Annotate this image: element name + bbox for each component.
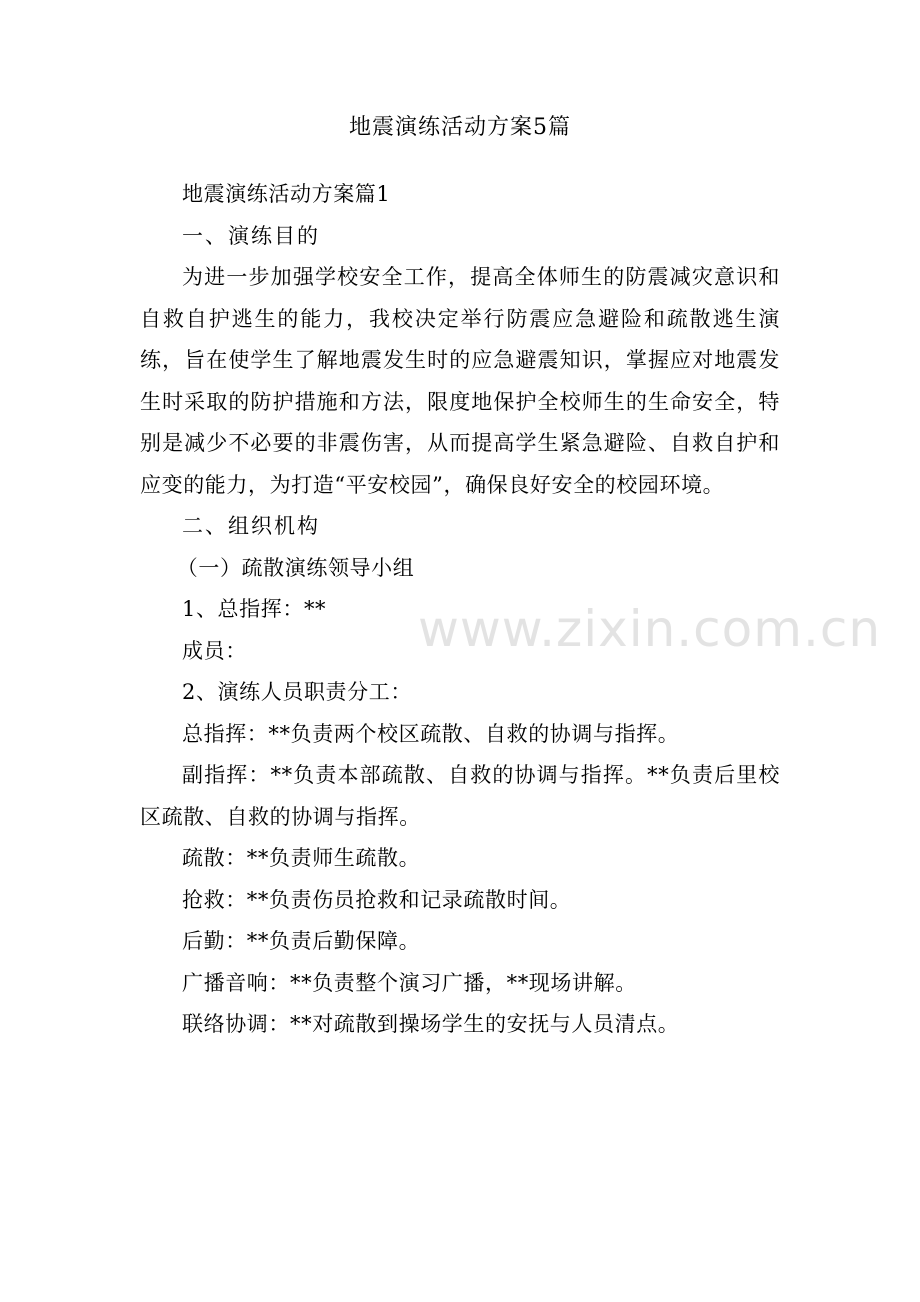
- subheading-leadership: （一）疏散演练领导小组: [176, 555, 415, 580]
- heading-organization: 二、组织机构: [182, 514, 320, 538]
- duty-logistics: 后勤：**负责后勤保障。: [182, 929, 421, 953]
- document-title: 地震演练活动方案5篇: [349, 115, 571, 140]
- paragraph-purpose: 为进一步加强学校安全工作，提高全体师生的防震减灾意识和自救自护逃生的能力，我校决定举行防震应急避险和疏散逃生演练，旨在使学生了解地震发生时的应急避震知识，掌握应对地震发生时采取的防护措施和方法，限度地保护全校师生的生命安全，特别是减少不必要的非震伤害，从而提高学生紧急避险、自救自护和应变的能力，为打造“平安校园”，确保良好安全的校园环境。: [140, 265, 780, 497]
- watermark: www.zixin.com.cn: [418, 600, 882, 658]
- heading-purpose: 一、演练目的: [182, 223, 320, 248]
- duty-evacuation: 疏散：**负责师生疏散。: [182, 846, 421, 870]
- duty-broadcast: 广播音响：**负责整个演习广播，**现场讲解。: [182, 970, 637, 995]
- section-title: 地震演练活动方案篇1: [182, 182, 391, 206]
- duty-rescue: 抢救：**负责伤员抢救和记录疏散时间。: [182, 887, 572, 912]
- duty-deputy: 副指挥：**负责本部疏散、自救的协调与指挥。**负责后里校区疏散、自救的协调与指挥。: [140, 763, 780, 829]
- duty-liaison: 联络协调：**对疏散到操场学生的安抚与人员清点。: [182, 1012, 680, 1036]
- document-body: [140, 174, 780, 1046]
- item-commander: 1、总指挥：**: [182, 597, 327, 621]
- item-members: 成员：: [182, 638, 247, 663]
- item-duties: 2、演练人员职责分工：: [182, 680, 412, 704]
- duty-commander: 总指挥：**负责两个校区疏散、自救的协调与指挥。: [182, 721, 680, 746]
